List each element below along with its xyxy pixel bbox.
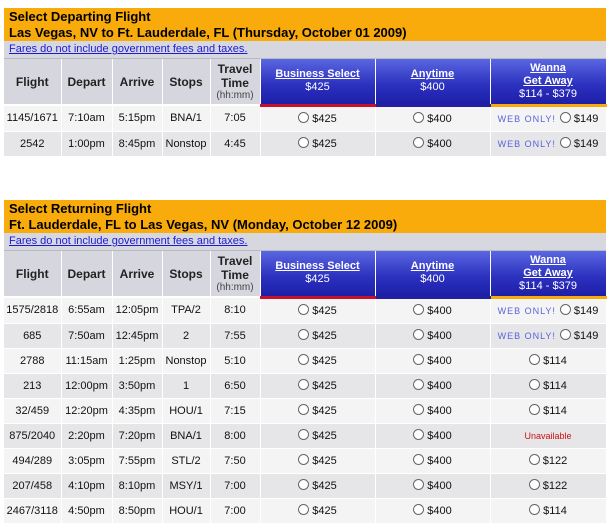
anytime-radio[interactable] xyxy=(413,404,424,415)
flight-number: 213 xyxy=(4,373,61,398)
travel-time: 4:45 xyxy=(210,131,260,156)
business-select-fare-cell xyxy=(260,105,375,131)
wanna-get-away-link-line1[interactable]: Wanna xyxy=(530,253,566,266)
anytime-price: $400 xyxy=(420,273,445,286)
flight-number: 1145/1671 xyxy=(4,105,61,131)
anytime-fare-cell xyxy=(375,131,490,156)
business-select-link[interactable]: Business Select xyxy=(275,260,360,273)
wanna-get-away-radio[interactable] xyxy=(529,404,540,415)
travel-time: 8:00 xyxy=(210,423,260,448)
wanna-get-away-fare-cell xyxy=(490,348,606,373)
flight-number: 2788 xyxy=(4,348,61,373)
travel-time: 7:55 xyxy=(210,323,260,348)
anytime-radio[interactable] xyxy=(413,329,424,340)
flight-row xyxy=(4,105,606,131)
business-select-radio[interactable] xyxy=(298,479,309,490)
wanna-get-away-fare-cell xyxy=(490,398,606,423)
stops: MSY/1 xyxy=(162,473,210,498)
business-select-fare-cell xyxy=(260,423,375,448)
flight-row xyxy=(4,398,606,423)
anytime-fare: $400 xyxy=(427,430,452,442)
stops: HOU/1 xyxy=(162,398,210,423)
col-business-select xyxy=(260,59,375,105)
anytime-fare: $400 xyxy=(427,480,452,492)
travel-time: 7:00 xyxy=(210,473,260,498)
travel-time: 7:00 xyxy=(210,498,260,523)
business-select-radio[interactable] xyxy=(298,329,309,340)
anytime-fare-cell xyxy=(375,105,490,131)
business-select-fare-cell xyxy=(260,473,375,498)
depart-time: 12:20pm xyxy=(61,398,112,423)
anytime-radio[interactable] xyxy=(413,112,424,123)
wanna-get-away-fare: $114 xyxy=(543,505,567,517)
wanna-get-away-fare: $114 xyxy=(543,380,567,392)
anytime-radio[interactable] xyxy=(413,454,424,465)
business-select-price: $425 xyxy=(305,81,330,94)
flight-number: 2467/3118 xyxy=(4,498,61,523)
business-select-radio[interactable] xyxy=(298,504,309,515)
wanna-get-away-fare-cell xyxy=(490,423,606,448)
depart-time: 1:00pm xyxy=(61,131,112,156)
arrive-time: 8:45pm xyxy=(112,131,162,156)
anytime-fare: $400 xyxy=(427,330,452,342)
anytime-radio[interactable] xyxy=(413,137,424,148)
anytime-radio[interactable] xyxy=(413,354,424,365)
wanna-get-away-radio[interactable] xyxy=(529,479,540,490)
returning-header xyxy=(4,200,606,233)
wanna-get-away-fare-cell xyxy=(490,297,606,323)
travel-time: 7:50 xyxy=(210,448,260,473)
stops: 1 xyxy=(162,373,210,398)
stops: Nonstop xyxy=(162,131,210,156)
anytime-fare-cell xyxy=(375,348,490,373)
returning-flights-table xyxy=(4,251,607,524)
wanna-get-away-radio[interactable] xyxy=(560,112,571,123)
wanna-get-away-fare-cell xyxy=(490,323,606,348)
anytime-radio[interactable] xyxy=(413,304,424,315)
anytime-price: $400 xyxy=(420,81,445,94)
depart-time: 3:05pm xyxy=(61,448,112,473)
arrive-time: 4:35pm xyxy=(112,398,162,423)
returning-route: Ft. Lauderdale, FL to Las Vegas, NV (Monday, October 12 2009) xyxy=(9,217,398,232)
business-select-fare-cell xyxy=(260,398,375,423)
anytime-fare: $400 xyxy=(427,405,452,417)
flight-number: 494/289 xyxy=(4,448,61,473)
wanna-get-away-link-line2[interactable]: Get Away xyxy=(523,74,573,87)
business-select-link[interactable]: Business Select xyxy=(275,68,360,81)
stops: HOU/1 xyxy=(162,498,210,523)
departing-flights-body xyxy=(4,105,606,156)
flight-row xyxy=(4,323,606,348)
flight-row xyxy=(4,348,606,373)
col-travel-time: Travel Time (hh:mm) xyxy=(210,251,260,297)
wanna-get-away-fare: $114 xyxy=(543,355,567,367)
returning-title: Select Returning Flight xyxy=(9,201,152,216)
business-select-radio[interactable] xyxy=(298,429,309,440)
business-select-radio[interactable] xyxy=(298,137,309,148)
stops: TPA/2 xyxy=(162,297,210,323)
wanna-get-away-fare-cell xyxy=(490,373,606,398)
stops: STL/2 xyxy=(162,448,210,473)
departing-section xyxy=(4,8,606,157)
departing-flights-table xyxy=(4,59,607,157)
anytime-fare: $400 xyxy=(427,355,452,367)
depart-time: 7:10am xyxy=(61,105,112,131)
col-stops: Stops xyxy=(162,251,210,297)
col-depart: Depart xyxy=(61,251,112,297)
departing-header xyxy=(4,8,606,41)
depart-time: 7:50am xyxy=(61,323,112,348)
flight-row xyxy=(4,423,606,448)
anytime-fare: $400 xyxy=(427,138,452,150)
business-select-fare: $425 xyxy=(312,113,337,125)
business-select-price: $425 xyxy=(305,273,330,286)
wanna-get-away-radio[interactable] xyxy=(529,354,540,365)
wanna-get-away-fare: $149 xyxy=(573,113,599,125)
stops: Nonstop xyxy=(162,348,210,373)
flight-number: 1575/2818 xyxy=(4,297,61,323)
departing-title: Select Departing Flight xyxy=(9,9,151,24)
stops: BNA/1 xyxy=(162,423,210,448)
wanna-get-away-radio[interactable] xyxy=(529,454,540,465)
col-flight: Flight xyxy=(4,251,61,297)
wanna-get-away-link-line2[interactable]: Get Away xyxy=(523,266,573,279)
arrive-time: 7:55pm xyxy=(112,448,162,473)
depart-time: 4:50pm xyxy=(61,498,112,523)
business-select-fare: $425 xyxy=(312,305,337,317)
wanna-get-away-radio[interactable] xyxy=(560,304,571,315)
wanna-get-away-radio[interactable] xyxy=(560,329,571,340)
wanna-get-away-fare: $149 xyxy=(573,305,599,317)
anytime-link[interactable]: Anytime xyxy=(410,68,455,81)
flight-row xyxy=(4,473,606,498)
anytime-radio[interactable] xyxy=(413,504,424,515)
depart-time: 11:15am xyxy=(61,348,112,373)
stops: 2 xyxy=(162,323,210,348)
web-only-label: WEB ONLY! xyxy=(497,306,556,316)
col-anytime xyxy=(375,251,490,297)
web-only-label: WEB ONLY! xyxy=(497,331,556,341)
travel-time: 7:15 xyxy=(210,398,260,423)
flight-number: 685 xyxy=(4,323,61,348)
business-select-fare: $425 xyxy=(312,455,337,467)
depart-time: 6:55am xyxy=(61,297,112,323)
business-select-fare: $425 xyxy=(312,405,337,417)
anytime-radio[interactable] xyxy=(413,429,424,440)
arrive-time: 12:05pm xyxy=(112,297,162,323)
col-depart: Depart xyxy=(61,59,112,105)
flight-row xyxy=(4,373,606,398)
stops: BNA/1 xyxy=(162,105,210,131)
flight-number: 32/459 xyxy=(4,398,61,423)
business-select-radio[interactable] xyxy=(298,379,309,390)
col-arrive: Arrive xyxy=(112,251,162,297)
wanna-get-away-fare-cell xyxy=(490,473,606,498)
business-select-radio[interactable] xyxy=(298,354,309,365)
travel-time: 8:10 xyxy=(210,297,260,323)
returning-section xyxy=(4,200,606,524)
arrive-time: 12:45pm xyxy=(112,323,162,348)
anytime-fare: $400 xyxy=(427,505,452,517)
business-select-fare-cell xyxy=(260,297,375,323)
wanna-get-away-link-line1[interactable]: Wanna xyxy=(530,61,566,74)
anytime-radio[interactable] xyxy=(413,479,424,490)
wanna-get-away-fare-cell xyxy=(490,498,606,523)
arrive-time: 3:50pm xyxy=(112,373,162,398)
flight-row xyxy=(4,448,606,473)
wanna-get-away-price: $114 - $379 xyxy=(519,279,577,292)
unavailable-label: Unavailable xyxy=(524,430,572,441)
anytime-radio[interactable] xyxy=(413,379,424,390)
wanna-get-away-price: $114 - $379 xyxy=(519,87,577,100)
depart-time: 2:20pm xyxy=(61,423,112,448)
fare-note-link[interactable]: Fares do not include government fees and taxes. xyxy=(9,43,248,55)
wanna-get-away-fare: $122 xyxy=(542,480,568,492)
anytime-fare-cell xyxy=(375,473,490,498)
business-select-fare-cell xyxy=(260,498,375,523)
col-business-select xyxy=(260,251,375,297)
anytime-fare-cell xyxy=(375,498,490,523)
depart-time: 4:10pm xyxy=(61,473,112,498)
business-select-radio[interactable] xyxy=(298,304,309,315)
anytime-fare-cell xyxy=(375,448,490,473)
arrive-time: 8:50pm xyxy=(112,498,162,523)
depart-time: 12:00pm xyxy=(61,373,112,398)
business-select-radio[interactable] xyxy=(298,454,309,465)
travel-time: 6:50 xyxy=(210,373,260,398)
flight-number: 207/458 xyxy=(4,473,61,498)
anytime-fare: $400 xyxy=(427,455,452,467)
arrive-time: 8:10pm xyxy=(112,473,162,498)
travel-time-unit: (hh:mm) xyxy=(216,282,254,293)
anytime-fare: $400 xyxy=(427,113,452,125)
flight-number: 2542 xyxy=(4,131,61,156)
business-select-fare-cell xyxy=(260,348,375,373)
anytime-fare: $400 xyxy=(427,380,452,392)
business-select-fare: $425 xyxy=(312,480,337,492)
anytime-fare-cell xyxy=(375,398,490,423)
anytime-fare-cell xyxy=(375,423,490,448)
wanna-get-away-radio[interactable] xyxy=(529,379,540,390)
fare-note-bar xyxy=(4,233,606,251)
business-select-fare-cell xyxy=(260,448,375,473)
business-select-fare: $425 xyxy=(312,380,337,392)
wanna-get-away-fare-cell xyxy=(490,131,606,156)
flight-row xyxy=(4,498,606,523)
business-select-fare: $425 xyxy=(312,330,337,342)
travel-time-unit: (hh:mm) xyxy=(216,90,254,101)
business-select-fare-cell xyxy=(260,131,375,156)
wanna-get-away-fare: $149 xyxy=(573,138,599,150)
anytime-fare-cell xyxy=(375,297,490,323)
wanna-get-away-fare: $122 xyxy=(542,455,568,467)
col-flight: Flight xyxy=(4,59,61,105)
business-select-fare: $425 xyxy=(312,138,337,150)
arrive-time: 1:25pm xyxy=(112,348,162,373)
arrive-time: 7:20pm xyxy=(112,423,162,448)
web-only-label: WEB ONLY! xyxy=(497,139,556,149)
fare-note-bar xyxy=(4,41,606,59)
flight-number: 875/2040 xyxy=(4,423,61,448)
business-select-radio[interactable] xyxy=(298,404,309,415)
wanna-get-away-fare: $149 xyxy=(573,330,599,342)
col-stops: Stops xyxy=(162,59,210,105)
wanna-get-away-radio[interactable] xyxy=(560,137,571,148)
anytime-link[interactable]: Anytime xyxy=(410,260,455,273)
departing-route: Las Vegas, NV to Ft. Lauderdale, FL (Thursday, October 01 2009) xyxy=(9,25,407,40)
flight-row xyxy=(4,131,606,156)
col-wanna-get-away xyxy=(490,59,606,105)
wanna-get-away-fare-cell xyxy=(490,448,606,473)
business-select-fare-cell xyxy=(260,373,375,398)
wanna-get-away-radio[interactable] xyxy=(529,504,540,515)
business-select-fare-cell xyxy=(260,323,375,348)
fare-note-link[interactable]: Fares do not include government fees and taxes. xyxy=(9,235,248,247)
anytime-fare-cell xyxy=(375,323,490,348)
wanna-get-away-fare-cell xyxy=(490,105,606,131)
col-travel-time: Travel Time (hh:mm) xyxy=(210,59,260,105)
web-only-label: WEB ONLY! xyxy=(497,114,556,124)
anytime-fare: $400 xyxy=(427,305,452,317)
arrive-time: 5:15pm xyxy=(112,105,162,131)
col-anytime xyxy=(375,59,490,105)
business-select-radio[interactable] xyxy=(298,112,309,123)
anytime-fare-cell xyxy=(375,373,490,398)
business-select-fare: $425 xyxy=(312,505,337,517)
business-select-fare: $425 xyxy=(312,430,337,442)
travel-time: 5:10 xyxy=(210,348,260,373)
returning-flights-body xyxy=(4,297,606,523)
business-select-fare: $425 xyxy=(312,355,337,367)
col-wanna-get-away xyxy=(490,251,606,297)
travel-time: 7:05 xyxy=(210,105,260,131)
col-arrive: Arrive xyxy=(112,59,162,105)
flight-row xyxy=(4,297,606,323)
wanna-get-away-fare: $114 xyxy=(543,405,567,417)
